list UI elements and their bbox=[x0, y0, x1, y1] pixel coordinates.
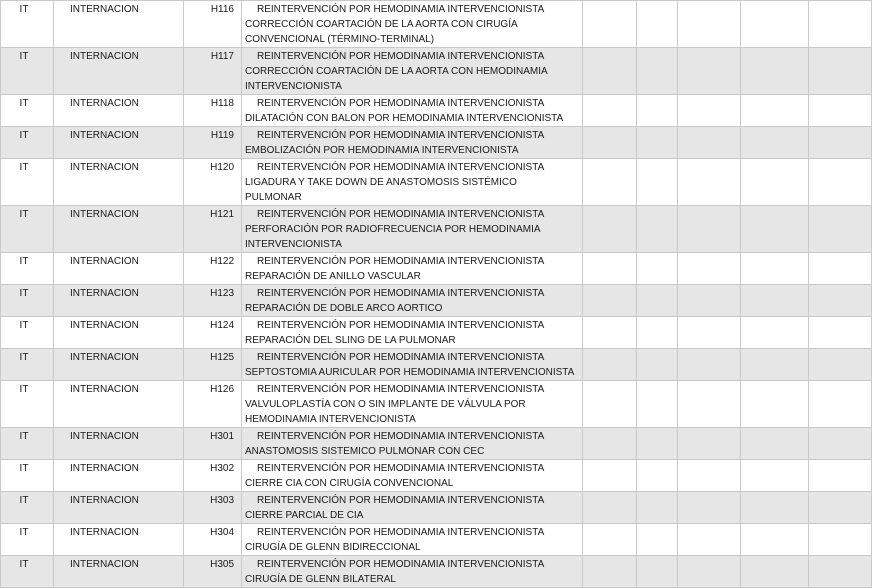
table-row bbox=[1, 95, 872, 127]
empty-cell-4 bbox=[741, 460, 809, 492]
area-cell: INTERNACION bbox=[54, 349, 184, 381]
empty-cell-4 bbox=[741, 127, 809, 159]
heading-text: REINTERVENCIÓN POR HEMODINAMIA INTERVENCIONISTA bbox=[257, 527, 545, 538]
empty-cell-1 bbox=[583, 253, 637, 285]
type-cell: IT bbox=[1, 48, 54, 95]
type-cell: IT bbox=[1, 381, 54, 428]
empty-cell-2 bbox=[637, 428, 678, 460]
empty-cell-3 bbox=[678, 159, 741, 206]
empty-cell-3 bbox=[678, 556, 741, 588]
area-cell: INTERNACION bbox=[54, 253, 184, 285]
description-cell bbox=[242, 127, 583, 159]
description-heading bbox=[245, 160, 580, 175]
description-line: LIGADURA Y TAKE DOWN DE ANASTOMOSIS SISTÉMICO bbox=[245, 177, 517, 188]
description-line: REPARACIÓN DE ANILLO VASCULAR bbox=[245, 271, 421, 282]
empty-cell-4 bbox=[741, 349, 809, 381]
empty-cell-2 bbox=[637, 492, 678, 524]
empty-cell-5 bbox=[809, 492, 872, 524]
table-row bbox=[1, 556, 872, 588]
description-cell bbox=[242, 159, 583, 206]
heading-text: REINTERVENCIÓN POR HEMODINAMIA INTERVENCIONISTA bbox=[257, 130, 545, 141]
description-line: VALVULOPLASTÍA CON O SIN IMPLANTE DE VÁLVULA POR bbox=[245, 399, 526, 410]
empty-cell-1 bbox=[583, 159, 637, 206]
empty-cell-5 bbox=[809, 381, 872, 428]
type-cell: IT bbox=[1, 524, 54, 556]
empty-cell-2 bbox=[637, 556, 678, 588]
empty-cell-5 bbox=[809, 556, 872, 588]
description-heading bbox=[245, 254, 580, 269]
type-cell: IT bbox=[1, 428, 54, 460]
description-heading bbox=[245, 429, 580, 444]
area-cell: INTERNACION bbox=[54, 317, 184, 349]
empty-cell-4 bbox=[741, 285, 809, 317]
empty-cell-5 bbox=[809, 48, 872, 95]
code-cell: H118 bbox=[184, 95, 242, 127]
empty-cell-1 bbox=[583, 428, 637, 460]
table-row bbox=[1, 428, 872, 460]
description-cell bbox=[242, 317, 583, 349]
area-cell: INTERNACION bbox=[54, 159, 184, 206]
heading-text: REINTERVENCIÓN POR HEMODINAMIA INTERVENCIONISTA bbox=[257, 98, 545, 109]
empty-cell-5 bbox=[809, 95, 872, 127]
description-heading bbox=[245, 525, 580, 540]
empty-cell-1 bbox=[583, 349, 637, 381]
empty-cell-5 bbox=[809, 206, 872, 253]
table-row bbox=[1, 524, 872, 556]
description-heading bbox=[245, 382, 580, 397]
empty-cell-1 bbox=[583, 492, 637, 524]
empty-cell-5 bbox=[809, 349, 872, 381]
heading-text: REINTERVENCIÓN POR HEMODINAMIA INTERVENCIONISTA bbox=[257, 384, 545, 395]
empty-cell-4 bbox=[741, 1, 809, 48]
empty-cell-3 bbox=[678, 349, 741, 381]
description-line: INTERVENCIONISTA bbox=[245, 81, 342, 92]
empty-cell-2 bbox=[637, 381, 678, 428]
description-cell bbox=[242, 1, 583, 48]
empty-cell-3 bbox=[678, 428, 741, 460]
heading-text: REINTERVENCIÓN POR HEMODINAMIA INTERVENCIONISTA bbox=[257, 209, 545, 220]
empty-cell-2 bbox=[637, 317, 678, 349]
code-cell: H123 bbox=[184, 285, 242, 317]
heading-text: REINTERVENCIÓN POR HEMODINAMIA INTERVENCIONISTA bbox=[257, 463, 545, 474]
type-cell: IT bbox=[1, 556, 54, 588]
empty-cell-1 bbox=[583, 95, 637, 127]
empty-cell-3 bbox=[678, 524, 741, 556]
table-row bbox=[1, 460, 872, 492]
table-row bbox=[1, 317, 872, 349]
empty-cell-3 bbox=[678, 95, 741, 127]
empty-cell-2 bbox=[637, 127, 678, 159]
description-line: PERFORACIÓN POR RADIOFRECUENCIA POR HEMODINAMIA bbox=[245, 224, 541, 235]
description-cell bbox=[242, 492, 583, 524]
description-line: REPARACIÓN DEL SLING DE LA PULMONAR bbox=[245, 335, 456, 346]
code-cell: H117 bbox=[184, 48, 242, 95]
area-cell: INTERNACION bbox=[54, 492, 184, 524]
description-heading bbox=[245, 128, 580, 143]
heading-text: REINTERVENCIÓN POR HEMODINAMIA INTERVENCIONISTA bbox=[257, 320, 545, 331]
empty-cell-3 bbox=[678, 127, 741, 159]
type-cell: IT bbox=[1, 460, 54, 492]
description-cell bbox=[242, 556, 583, 588]
heading-text: REINTERVENCIÓN POR HEMODINAMIA INTERVENCIONISTA bbox=[257, 495, 545, 506]
empty-cell-3 bbox=[678, 460, 741, 492]
description-cell bbox=[242, 381, 583, 428]
empty-cell-1 bbox=[583, 285, 637, 317]
empty-cell-2 bbox=[637, 1, 678, 48]
empty-cell-3 bbox=[678, 48, 741, 95]
description-line: HEMODINAMIA INTERVENCIONISTA bbox=[245, 414, 416, 425]
empty-cell-1 bbox=[583, 1, 637, 48]
empty-cell-1 bbox=[583, 460, 637, 492]
heading-text: REINTERVENCIÓN POR HEMODINAMIA INTERVENCIONISTA bbox=[257, 352, 545, 363]
empty-cell-3 bbox=[678, 492, 741, 524]
empty-cell-3 bbox=[678, 317, 741, 349]
type-cell: IT bbox=[1, 127, 54, 159]
table-row bbox=[1, 381, 872, 428]
empty-cell-5 bbox=[809, 1, 872, 48]
type-cell: IT bbox=[1, 95, 54, 127]
description-cell bbox=[242, 206, 583, 253]
code-cell: H301 bbox=[184, 428, 242, 460]
table-row bbox=[1, 159, 872, 206]
description-line: CIRUGÍA DE GLENN BILATERAL bbox=[245, 574, 396, 585]
description-heading bbox=[245, 557, 580, 572]
empty-cell-2 bbox=[637, 285, 678, 317]
empty-cell-4 bbox=[741, 95, 809, 127]
empty-cell-4 bbox=[741, 253, 809, 285]
description-heading bbox=[245, 493, 580, 508]
description-line: SEPTOSTOMIA AURICULAR POR HEMODINAMIA INTERVENCIONISTA bbox=[245, 367, 575, 378]
area-cell: INTERNACION bbox=[54, 127, 184, 159]
code-cell: H116 bbox=[184, 1, 242, 48]
empty-cell-2 bbox=[637, 349, 678, 381]
description-heading bbox=[245, 2, 580, 17]
area-cell: INTERNACION bbox=[54, 206, 184, 253]
code-cell: H124 bbox=[184, 317, 242, 349]
empty-cell-4 bbox=[741, 524, 809, 556]
empty-cell-4 bbox=[741, 159, 809, 206]
empty-cell-2 bbox=[637, 524, 678, 556]
description-line: CONVENCIONAL (TÉRMINO-TERMINAL) bbox=[245, 34, 435, 45]
description-heading bbox=[245, 318, 580, 333]
description-line: ANASTOMOSIS SISTEMICO PULMONAR CON CEC bbox=[245, 446, 485, 457]
description-line: INTERVENCIONISTA bbox=[245, 239, 342, 250]
empty-cell-3 bbox=[678, 381, 741, 428]
table-body bbox=[1, 1, 872, 588]
description-line: CORRECCIÓN COARTACIÓN DE LA AORTA CON CIRUGÍA bbox=[245, 19, 518, 30]
empty-cell-2 bbox=[637, 159, 678, 206]
empty-cell-5 bbox=[809, 524, 872, 556]
description-heading bbox=[245, 286, 580, 301]
heading-text: REINTERVENCIÓN POR HEMODINAMIA INTERVENCIONISTA bbox=[257, 51, 545, 62]
table-row bbox=[1, 127, 872, 159]
empty-cell-1 bbox=[583, 48, 637, 95]
description-cell bbox=[242, 95, 583, 127]
description-line: REPARACIÓN DE DOBLE ARCO AORTICO bbox=[245, 303, 443, 314]
empty-cell-4 bbox=[741, 381, 809, 428]
description-cell bbox=[242, 428, 583, 460]
type-cell: IT bbox=[1, 285, 54, 317]
code-cell: H120 bbox=[184, 159, 242, 206]
empty-cell-4 bbox=[741, 492, 809, 524]
table-row bbox=[1, 285, 872, 317]
area-cell: INTERNACION bbox=[54, 285, 184, 317]
empty-cell-5 bbox=[809, 460, 872, 492]
area-cell: INTERNACION bbox=[54, 556, 184, 588]
description-heading bbox=[245, 49, 580, 64]
area-cell: INTERNACION bbox=[54, 524, 184, 556]
empty-cell-4 bbox=[741, 428, 809, 460]
table-row bbox=[1, 48, 872, 95]
description-line: DILATACIÓN CON BALON POR HEMODINAMIA INTERVENCIONISTA bbox=[245, 113, 564, 124]
empty-cell-2 bbox=[637, 95, 678, 127]
type-cell: IT bbox=[1, 1, 54, 48]
empty-cell-2 bbox=[637, 206, 678, 253]
empty-cell-4 bbox=[741, 48, 809, 95]
heading-text: REINTERVENCIÓN POR HEMODINAMIA INTERVENCIONISTA bbox=[257, 431, 545, 442]
description-heading bbox=[245, 461, 580, 476]
heading-text: REINTERVENCIÓN POR HEMODINAMIA INTERVENCIONISTA bbox=[257, 288, 545, 299]
description-cell bbox=[242, 285, 583, 317]
empty-cell-5 bbox=[809, 159, 872, 206]
empty-cell-2 bbox=[637, 460, 678, 492]
description-line: CORRECCIÓN COARTACIÓN DE LA AORTA CON HEMODINAMIA bbox=[245, 66, 548, 77]
code-cell: H126 bbox=[184, 381, 242, 428]
area-cell: INTERNACION bbox=[54, 460, 184, 492]
code-cell: H303 bbox=[184, 492, 242, 524]
area-cell: INTERNACION bbox=[54, 95, 184, 127]
table-row bbox=[1, 1, 872, 48]
type-cell: IT bbox=[1, 253, 54, 285]
heading-text: REINTERVENCIÓN POR HEMODINAMIA INTERVENCIONISTA bbox=[257, 256, 545, 267]
table-row bbox=[1, 492, 872, 524]
area-cell: INTERNACION bbox=[54, 48, 184, 95]
description-cell bbox=[242, 253, 583, 285]
empty-cell-4 bbox=[741, 317, 809, 349]
code-cell: H302 bbox=[184, 460, 242, 492]
empty-cell-1 bbox=[583, 206, 637, 253]
description-line: PULMONAR bbox=[245, 192, 302, 203]
code-cell: H122 bbox=[184, 253, 242, 285]
heading-text: REINTERVENCIÓN POR HEMODINAMIA INTERVENCIONISTA bbox=[257, 162, 545, 173]
description-cell bbox=[242, 524, 583, 556]
description-line: CIERRE CIA CON CIRUGÍA CONVENCIONAL bbox=[245, 478, 454, 489]
type-cell: IT bbox=[1, 492, 54, 524]
description-cell bbox=[242, 460, 583, 492]
empty-cell-3 bbox=[678, 285, 741, 317]
table-row bbox=[1, 349, 872, 381]
empty-cell-5 bbox=[809, 127, 872, 159]
empty-cell-2 bbox=[637, 48, 678, 95]
type-cell: IT bbox=[1, 317, 54, 349]
description-line: EMBOLIZACIÓN POR HEMODINAMIA INTERVENCIONISTA bbox=[245, 145, 519, 156]
description-heading bbox=[245, 96, 580, 111]
table-row bbox=[1, 206, 872, 253]
empty-cell-1 bbox=[583, 524, 637, 556]
type-cell: IT bbox=[1, 159, 54, 206]
area-cell: INTERNACION bbox=[54, 1, 184, 48]
empty-cell-3 bbox=[678, 253, 741, 285]
empty-cell-1 bbox=[583, 556, 637, 588]
type-cell: IT bbox=[1, 349, 54, 381]
empty-cell-5 bbox=[809, 253, 872, 285]
code-cell: H125 bbox=[184, 349, 242, 381]
description-line: CIRUGÍA DE GLENN BIDIRECCIONAL bbox=[245, 542, 421, 553]
area-cell: INTERNACION bbox=[54, 381, 184, 428]
description-cell bbox=[242, 48, 583, 95]
code-cell: H121 bbox=[184, 206, 242, 253]
description-heading bbox=[245, 207, 580, 222]
code-cell: H119 bbox=[184, 127, 242, 159]
empty-cell-5 bbox=[809, 317, 872, 349]
empty-cell-5 bbox=[809, 428, 872, 460]
description-heading bbox=[245, 350, 580, 365]
empty-cell-4 bbox=[741, 206, 809, 253]
description-cell bbox=[242, 349, 583, 381]
heading-text: REINTERVENCIÓN POR HEMODINAMIA INTERVENCIONISTA bbox=[257, 559, 545, 570]
empty-cell-2 bbox=[637, 253, 678, 285]
code-cell: H305 bbox=[184, 556, 242, 588]
empty-cell-1 bbox=[583, 127, 637, 159]
description-line: CIERRE PARCIAL DE CIA bbox=[245, 510, 364, 521]
empty-cell-4 bbox=[741, 556, 809, 588]
heading-text: REINTERVENCIÓN POR HEMODINAMIA INTERVENCIONISTA bbox=[257, 4, 545, 15]
empty-cell-5 bbox=[809, 285, 872, 317]
empty-cell-1 bbox=[583, 381, 637, 428]
empty-cell-1 bbox=[583, 317, 637, 349]
table-row bbox=[1, 253, 872, 285]
empty-cell-3 bbox=[678, 206, 741, 253]
type-cell: IT bbox=[1, 206, 54, 253]
code-cell: H304 bbox=[184, 524, 242, 556]
area-cell: INTERNACION bbox=[54, 428, 184, 460]
empty-cell-3 bbox=[678, 1, 741, 48]
